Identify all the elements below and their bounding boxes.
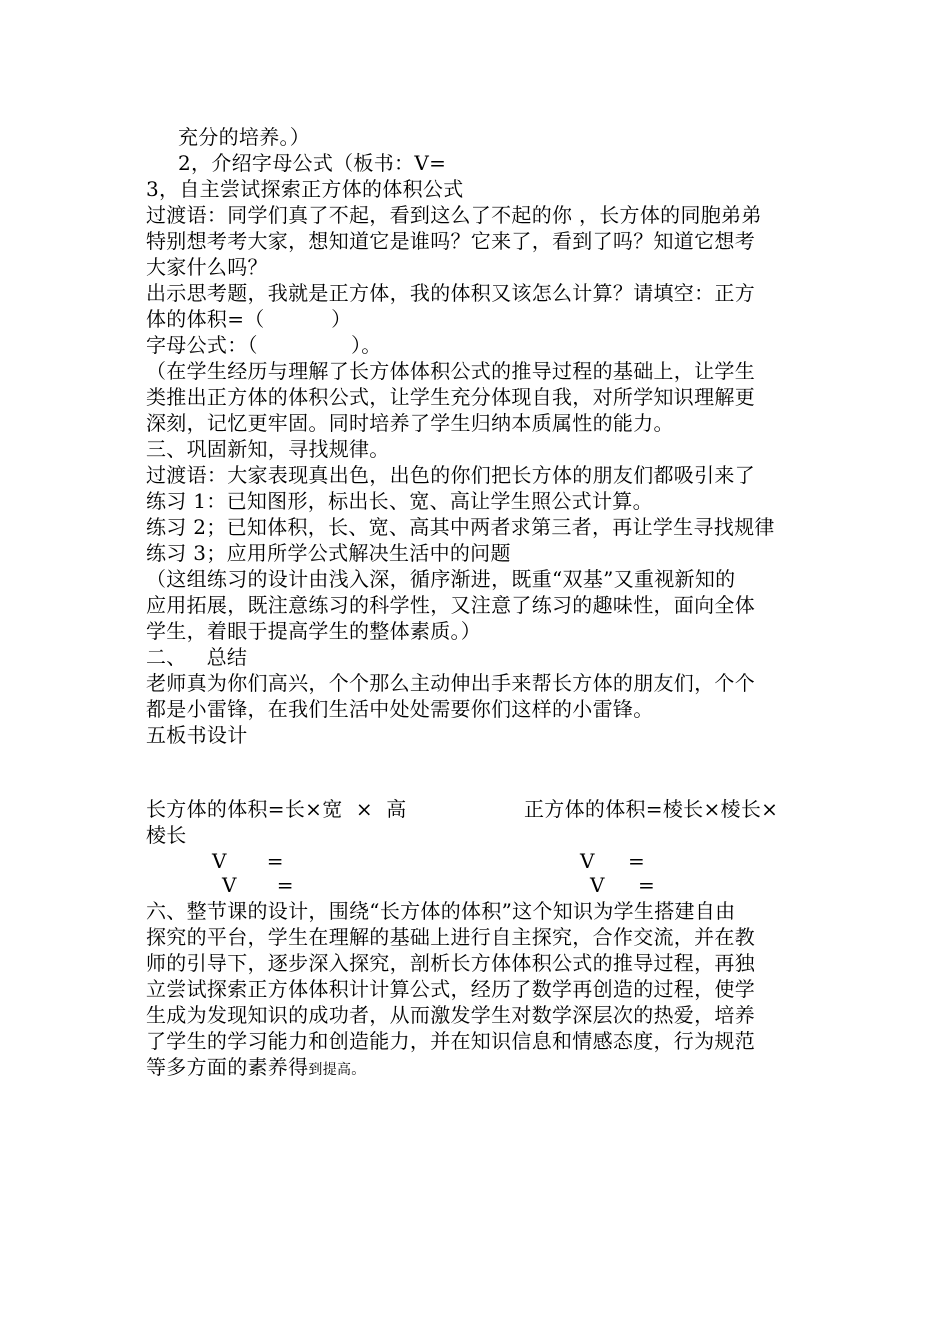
- text-line: 过渡语：同学们真了不起，看到这么了不起的你 ，长方体的同胞弟弟: [146, 203, 762, 227]
- board-letter-formula: V =: [222, 873, 294, 897]
- section-heading: 三、巩固新知，寻找规律。: [146, 437, 390, 461]
- text-line: 生成为发现知识的成功者，从而激发学生对数学深层次的热爱，培养: [146, 1003, 755, 1027]
- text-line: 应用拓展，既注意练习的科学性，又注意了练习的趣味性，面向全体: [146, 593, 755, 617]
- text-line: 练习 1：已知图形，标出长、宽、高让学生照公式计算。: [146, 489, 653, 513]
- text-line: 老师真为你们高兴，个个那么主动伸出手来帮长方体的朋友们，个个: [146, 671, 755, 695]
- text-line: 练习 2；已知体积，长、宽、高其中两者求第三者，再让学生寻找规律: [146, 515, 775, 539]
- board-formula-cuboid: 长方体的体积=长×宽 × 高: [146, 797, 407, 821]
- text-line: 师的引导下，逐步深入探究，剖析长方体体积公式的推导过程，再独: [146, 951, 755, 975]
- text-line: 棱长: [146, 823, 187, 847]
- text-span-small: 到提高。: [308, 1062, 366, 1078]
- text-line: [146, 1054, 366, 1083]
- text-line: 都是小雷锋，在我们生活中处处需要你们这样的小雷锋。: [146, 697, 654, 721]
- section-heading: 五板书设计: [146, 723, 248, 747]
- text-line: 练习 3；应用所学公式解决生活中的问题: [146, 541, 511, 565]
- text-line: 六、整节课的设计，围绕“长方体的体积”这个知识为学生搭建自由: [146, 899, 736, 923]
- text-line: 了学生的学习能力和创造能力，并在知识信息和情感态度，行为规范: [146, 1029, 755, 1053]
- text-line: 大家什么吗？: [146, 255, 268, 279]
- text-line: 体的体积=（ ）: [146, 307, 352, 331]
- text-line: 3，自主尝试探索正方体的体积公式: [146, 177, 464, 201]
- board-formula-cube: 正方体的体积=棱长×棱长×: [524, 797, 779, 821]
- text-line: （在学生经历与理解了长方体体积公式的推导过程的基础上，让学生: [146, 359, 755, 383]
- text-line: 学生，着眼于提高学生的整体素质。）: [146, 619, 482, 643]
- board-letter-formula: V =: [590, 873, 656, 897]
- text-line: （这组练习的设计由浅入深，循序渐进，既重“双基”又重视新知的: [146, 567, 736, 591]
- text-line: 探究的平台，学生在理解的基础上进行自主探究，合作交流，并在教: [146, 925, 755, 949]
- text-line: 特别想考考大家，想知道它是谁吗？它来了，看到了吗？知道它想考: [146, 229, 755, 253]
- text-line: 类推出正方体的体积公式，让学生充分体现自我，对所学知识理解更: [146, 385, 755, 409]
- text-line: 出示思考题，我就是正方体，我的体积又该怎么计算？请填空：正方: [146, 281, 755, 305]
- section-heading: 二、 总结: [146, 645, 248, 669]
- board-letter-formula: V =: [212, 849, 284, 873]
- text-line: 充分的培养。）: [178, 125, 311, 149]
- text-line: 深刻，记忆更牢固。同时培养了学生归纳本质属性的能力。: [146, 411, 674, 435]
- text-line: 字母公式：（ ）。: [146, 333, 382, 357]
- text-line: 2，介绍字母公式（板书：V=: [178, 151, 447, 175]
- text-line: 立尝试探索正方体体积计计算公式，经历了数学再创造的过程，使学: [146, 977, 755, 1001]
- board-letter-formula: V =: [580, 849, 646, 873]
- text-line: 过渡语：大家表现真出色，出色的你们把长方体的朋友们都吸引来了: [146, 463, 755, 487]
- text-span: 等多方面的素养得: [146, 1055, 309, 1079]
